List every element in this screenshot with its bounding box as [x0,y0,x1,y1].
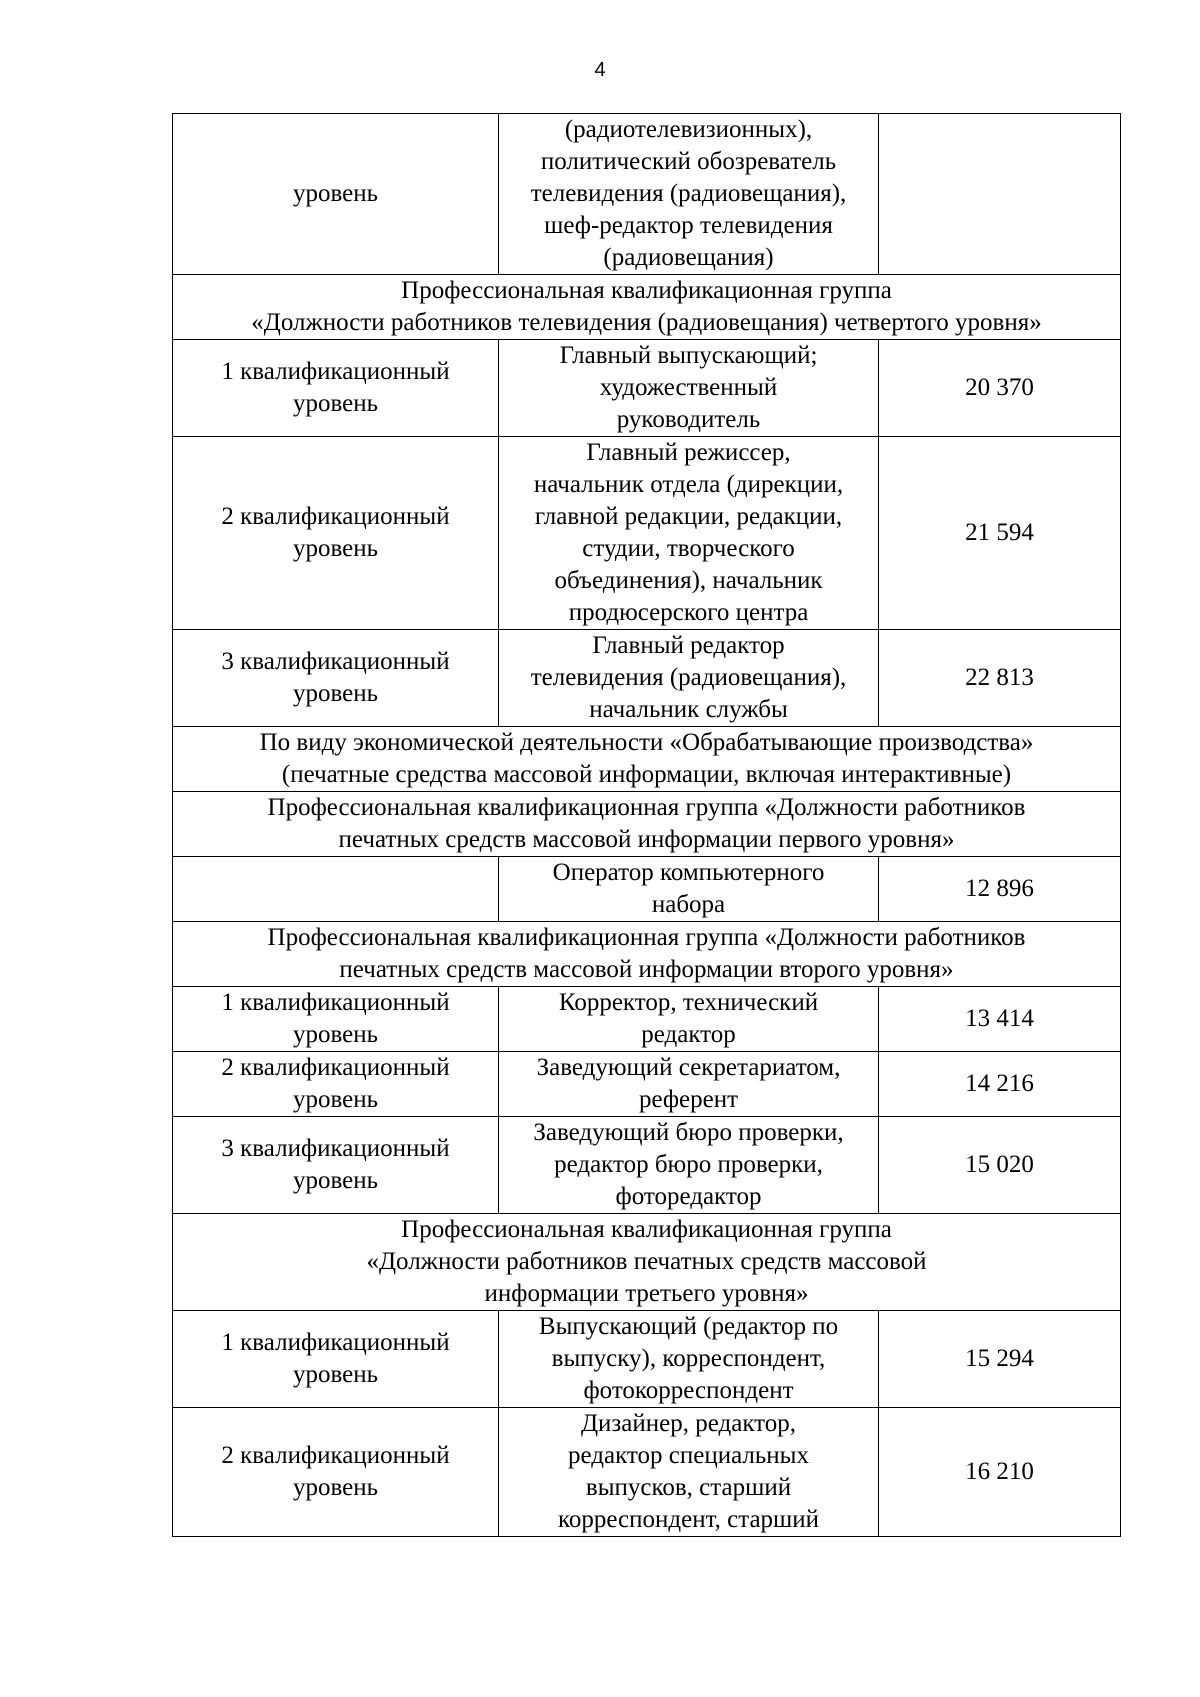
level-cell: 2 квалификационный уровень [173,1408,499,1537]
level-cell: 2 квалификационный уровень [173,437,499,630]
salary-table [172,113,1121,1537]
positions-cell: Выпускающий (редактор по выпуску), корреспондент, фотокорреспондент [499,1311,879,1408]
group-header: Профессиональная квалификационная группа «Должности работников печатных средств массовой информации первого уровня» [173,792,1121,857]
level-cell [173,857,499,922]
group-header-row [173,792,1121,857]
page-number: 4 [594,59,606,81]
positions-cell: (радиотелевизионных), политический обозреватель телевидения (радиовещания), шеф-редактор телевидения (радиовещания) [499,114,879,275]
positions-cell: Заведующий бюро проверки, редактор бюро проверки, фоторедактор [499,1117,879,1214]
group-header: Профессиональная квалификационная группа «Должности работников печатных средств массовой информации второго уровня» [173,922,1121,987]
table-row [173,437,1121,630]
group-header: По виду экономической деятельности «Обрабатывающие производства» (печатные средства массовой информации, включая интерактивные) [173,727,1121,792]
table-row [173,1117,1121,1214]
group-header: Профессиональная квалификационная группа «Должности работников телевидения (радиовещания) четвертого уровня» [173,275,1121,340]
positions-cell: Дизайнер, редактор, редактор специальных выпусков, старший корреспондент, старший [499,1408,879,1537]
level-cell: 3 квалификационный уровень [173,630,499,727]
group-header-row [173,922,1121,987]
positions-cell: Главный режиссер, начальник отдела (дирекции, главной редакции, редакции, студии, творческого объединения), начальник продюсерского центра [499,437,879,630]
positions-cell: Заведующий секретариатом, референт [499,1052,879,1117]
positions-cell: Главный выпускающий; художественный руководитель [499,340,879,437]
level-cell: уровень [173,114,499,275]
salary-cell [879,114,1121,275]
table-row [173,114,1121,275]
salary-cell: 21 594 [879,437,1121,630]
positions-cell: Главный редактор телевидения (радиовещания), начальник службы [499,630,879,727]
level-cell: 2 квалификационный уровень [173,1052,499,1117]
salary-cell: 22 813 [879,630,1121,727]
group-header-row [173,275,1121,340]
salary-cell: 13 414 [879,987,1121,1052]
group-header-row [173,1214,1121,1311]
table-row [173,630,1121,727]
salary-cell: 12 896 [879,857,1121,922]
salary-cell: 20 370 [879,340,1121,437]
salary-cell: 15 020 [879,1117,1121,1214]
positions-cell: Корректор, технический редактор [499,987,879,1052]
level-cell: 1 квалификационный уровень [173,1311,499,1408]
table-row [173,987,1121,1052]
level-cell: 1 квалификационный уровень [173,340,499,437]
group-header-row [173,727,1121,792]
salary-cell: 15 294 [879,1311,1121,1408]
table-row [173,857,1121,922]
table-row [173,340,1121,437]
group-header: Профессиональная квалификационная группа «Должности работников печатных средств массовой информации третьего уровня» [173,1214,1121,1311]
table-row [173,1408,1121,1537]
salary-cell: 16 210 [879,1408,1121,1537]
salary-cell: 14 216 [879,1052,1121,1117]
table-row [173,1311,1121,1408]
table-row [173,1052,1121,1117]
positions-cell: Оператор компьютерного набора [499,857,879,922]
level-cell: 3 квалификационный уровень [173,1117,499,1214]
level-cell: 1 квалификационный уровень [173,987,499,1052]
